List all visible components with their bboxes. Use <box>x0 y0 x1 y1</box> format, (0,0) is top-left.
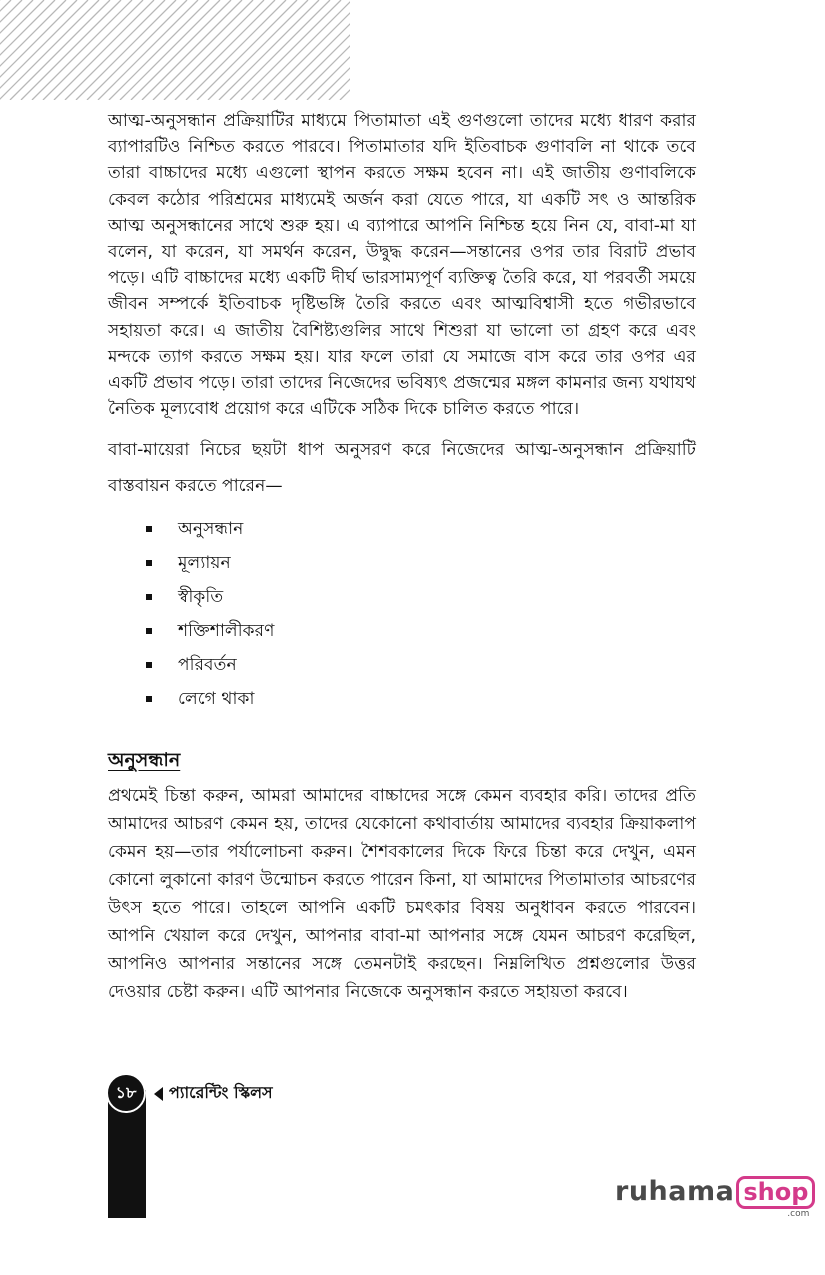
steps-list <box>108 512 696 716</box>
section-heading: অনুসন্ধান <box>108 749 181 772</box>
list-item <box>146 546 696 580</box>
running-footer <box>154 1080 273 1107</box>
bullet-square-icon <box>146 526 152 532</box>
step-label: স্বীকৃতি <box>178 587 224 608</box>
step-label: পরিবর্তন <box>178 655 237 676</box>
list-item <box>146 512 696 546</box>
book-title: প্যারেন্টিং স্কিলস <box>169 1083 273 1102</box>
logo-brand-text: ruhama <box>615 1176 735 1207</box>
step-label: মূল্যায়ন <box>178 553 231 574</box>
step-label: লেগে থাকা <box>178 689 255 710</box>
bullet-square-icon <box>146 560 152 566</box>
logo-shop-text: shop <box>736 1176 815 1209</box>
logo-domain-text: .com <box>787 1209 810 1219</box>
paragraph-2: বাবা-মায়েরা নিচের ছয়টা ধাপ অনুসরণ করে নিজেদের আত্ম-অনুসন্ধান প্রক্রিয়াটি বাস্তবায়ন করতে পারেন— <box>108 440 696 497</box>
step-label: শক্তিশালীকরণ <box>178 621 275 642</box>
decorative-hatch-pattern <box>0 0 350 100</box>
paragraph-3: প্রথমেই চিন্তা করুন, আমরা আমাদের বাচ্চাদের সঙ্গে কেমন ব্যবহার করি। তাদের প্রতি আমাদের আচরণ কেমন হয়, তাদের যেকোনো কথাবার্তায় আমাদের ব্যবহার ক্রিয়াকলাপ কেমন হয়—তার পর্যালোচনা করুন। শৈশবকালের দিকে ফিরে চিন্তা করে দেখুন, এমন কোনো লুকানো কারণ উন্মোচন করতে পারেন কিনা, যা আমাদের পিতামাতার আচরণের উৎস হতে পারে। তাহলে আপনি একটি চমৎকার বিষয় অনুধাবন করতে পারবেন। আপনি খেয়াল করে দেখুন, আপনার বাবা-মা আপনার সঙ্গে যেমন আচরণ করেছিল, আপনিও আপনার সন্তানের সঙ্গে তেমনটাই করছেন। নিম্নলিখিত প্রশ্নগুলোর উত্তর দেওয়ার চেষ্টা করুন। এটি আপনার নিজেকে অনুসন্ধান করতে সহায়তা করবে। <box>108 786 696 1003</box>
list-item <box>146 682 696 716</box>
logo-shop-badge <box>736 1176 815 1219</box>
bullet-square-icon <box>146 662 152 668</box>
list-item <box>146 614 696 648</box>
bullet-square-icon <box>146 696 152 702</box>
list-item <box>146 648 696 682</box>
left-triangle-icon <box>154 1087 163 1101</box>
ruhama-shop-logo <box>615 1176 815 1220</box>
bullet-square-icon <box>146 594 152 600</box>
list-item <box>146 580 696 614</box>
step-label: অনুসন্ধান <box>178 519 244 540</box>
bullet-square-icon <box>146 628 152 634</box>
paragraph-1: আত্ম-অনুসন্ধান প্রক্রিয়াটির মাধ্যমে পিতামাতা এই গুণগুলো তাদের মধ্যে ধারণ করার ব্যাপারটিও নিশ্চিত করতে পারবে। পিতামাতার যদি ইতিবাচক গুণাবলি না থাকে তবে তারা বাচ্চাদের মধ্যে এগুলো স্থাপন করতে সক্ষম হবেন না। এই জাতীয় গুণাবলিকে কেবল কঠোর পরিশ্রমের মাধ্যমেই অর্জন করা যেতে পারে, যা একটি সৎ ও আন্তরিক আত্ম অনুসন্ধানের সাথে শুরু হয়। এ ব্যাপারে আপনি নিশ্চিন্ত হয়ে নিন যে, বাবা-মা যা বলেন, যা করেন, যা সমর্থন করেন, উদ্বুদ্ধ করেন—সন্তানের ওপর তার বিরাট প্রভাব পড়ে। এটি বাচ্চাদের মধ্যে একটি দীর্ঘ ভারসাম্যপূর্ণ ব্যক্তিত্ব তৈরি করে, যা পরবর্তী সময়ে জীবন সম্পর্কে ইতিবাচক দৃষ্টিভঙ্গি তৈরি করতে এবং আত্মবিশ্বাসী হতে গভীরভাবে সহায়তা করে। এ জাতীয় বৈশিষ্ট্যগুলির সাথে শিশুরা যা ভালো তা গ্রহণ করে এবং মন্দকে ত্যাগ করতে সক্ষম হয়। যার ফলে তারা যে সমাজে বাস করে তার ওপর এর একটি প্রভাব পড়ে। তারা তাদের নিজেদের ভবিষ্যৎ প্রজন্মের মঙ্গল কামনার জন্য যথাযথ নৈতিক মূল্যবোধ প্রয়োগ করে এটিকে সঠিক দিকে চালিত করতে পারে। <box>108 111 696 420</box>
page-content <box>108 108 696 1006</box>
page-number: ১৮ <box>106 1073 146 1113</box>
